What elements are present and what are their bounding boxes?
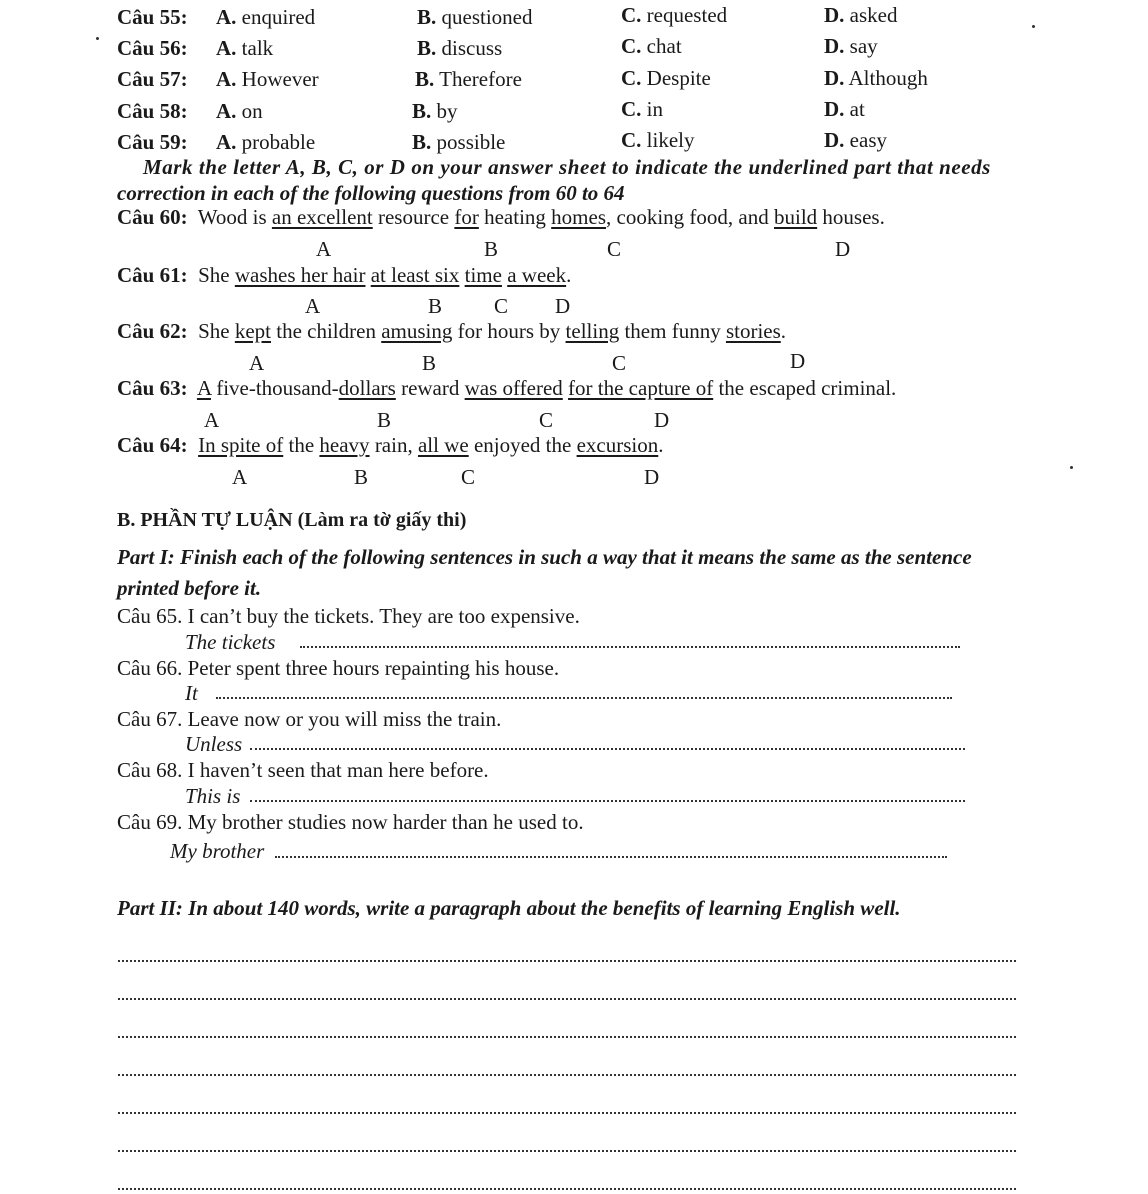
writing-line[interactable] <box>118 1074 1016 1076</box>
option-b: B. questioned <box>417 5 533 29</box>
option-d: D. Although <box>824 66 928 90</box>
answer-line[interactable] <box>250 800 965 802</box>
scan-speck <box>1032 25 1035 28</box>
option-b: B. discuss <box>417 36 503 60</box>
scan-speck <box>96 37 99 40</box>
question-61: Câu 61: She washes her hair at least six time a week. <box>117 263 572 287</box>
option-d: D. easy <box>824 128 887 152</box>
option-c: C. likely <box>621 128 695 152</box>
question-60: Câu 60: Wood is an excellent resource for heating homes, cooking food, and build houses. <box>117 205 885 229</box>
letter-c: C <box>607 237 622 261</box>
letter-d: D <box>654 408 670 432</box>
question-label: Câu 57: <box>117 67 188 91</box>
question-label: Câu 56: <box>117 36 188 60</box>
instruction-line-1: Mark the letter A, B, C, or D on your answer sheet to indicate the underlined part that needs <box>143 155 991 179</box>
writing-line[interactable] <box>118 960 1016 962</box>
letter-d: D <box>555 294 571 318</box>
rewrite-start: Unless <box>185 732 243 756</box>
rewrite-prompt: Câu 69. My brother studies now harder than he used to. <box>117 810 584 834</box>
letter-b: B <box>377 408 392 432</box>
part-1-heading: Part I: Finish each of the following sentences in such a way that it means the same as the sentence <box>117 545 972 569</box>
option-c: C. Despite <box>621 66 711 90</box>
answer-line[interactable] <box>275 856 947 858</box>
rewrite-start: The tickets <box>185 630 276 654</box>
option-b: B. by <box>412 99 458 123</box>
option-a: A. on <box>216 99 263 123</box>
option-d: D. say <box>824 34 878 58</box>
writing-line[interactable] <box>118 1036 1016 1038</box>
letter-b: B <box>428 294 443 318</box>
rewrite-start: It <box>185 681 198 705</box>
option-d: D. at <box>824 97 865 121</box>
letter-a: A <box>204 408 220 432</box>
rewrite-start: This is <box>185 784 241 808</box>
option-b: B. possible <box>412 130 506 154</box>
question-64: Câu 64: In spite of the heavy rain, all we enjoyed the excursion. <box>117 433 664 457</box>
question-label: Câu 58: <box>117 99 188 123</box>
scan-speck <box>1070 466 1073 469</box>
option-c: C. chat <box>621 34 682 58</box>
option-a: A. probable <box>216 130 316 154</box>
question-63: Câu 63: A five-thousand-dollars reward was offered for the capture of the escaped criminal. <box>117 376 897 400</box>
option-c: C. requested <box>621 3 728 27</box>
option-a: A. talk <box>216 36 274 60</box>
answer-line[interactable] <box>300 646 960 648</box>
option-a: A. enquired <box>216 5 316 29</box>
letter-a: A <box>305 294 321 318</box>
letter-a: A <box>249 351 265 375</box>
answer-line[interactable] <box>250 748 965 750</box>
letter-d: D <box>835 237 851 261</box>
rewrite-prompt: Câu 67. Leave now or you will miss the train. <box>117 707 502 731</box>
letter-a: A <box>232 465 248 489</box>
part-1-heading-cont: printed before it. <box>117 576 262 600</box>
question-62: Câu 62: She kept the children amusing for hours by telling them funny stories. <box>117 319 787 343</box>
letter-d: D <box>790 349 806 373</box>
option-a: A. However <box>216 67 319 91</box>
letter-d: D <box>644 465 660 489</box>
section-b-title: B. PHẦN TỰ LUẬN (Làm ra tờ giấy thi) <box>117 509 467 531</box>
letter-b: B <box>422 351 437 375</box>
writing-line[interactable] <box>118 998 1016 1000</box>
answer-line[interactable] <box>216 697 952 699</box>
rewrite-prompt: Câu 65. I can’t buy the tickets. They are too expensive. <box>117 604 580 628</box>
part-2-heading: Part II: In about 140 words, write a paragraph about the benefits of learning English well. <box>117 896 901 920</box>
option-d: D. asked <box>824 3 898 27</box>
letter-c: C <box>612 351 627 375</box>
question-label: Câu 59: <box>117 130 188 154</box>
letter-b: B <box>484 237 499 261</box>
rewrite-prompt: Câu 66. Peter spent three hours repainting his house. <box>117 656 560 680</box>
letter-b: B <box>354 465 369 489</box>
rewrite-prompt: Câu 68. I haven’t seen that man here before. <box>117 758 489 782</box>
letter-c: C <box>461 465 476 489</box>
option-b: B. Therefore <box>415 67 522 91</box>
letter-a: A <box>316 237 332 261</box>
rewrite-start: My brother <box>170 839 265 863</box>
letter-c: C <box>539 408 554 432</box>
option-c: C. in <box>621 97 664 121</box>
writing-line[interactable] <box>118 1188 1016 1190</box>
instruction-line-2: correction in each of the following questions from 60 to 64 <box>117 181 625 205</box>
letter-c: C <box>494 294 509 318</box>
question-label: Câu 55: <box>117 5 188 29</box>
writing-line[interactable] <box>118 1112 1016 1114</box>
writing-line[interactable] <box>118 1150 1016 1152</box>
